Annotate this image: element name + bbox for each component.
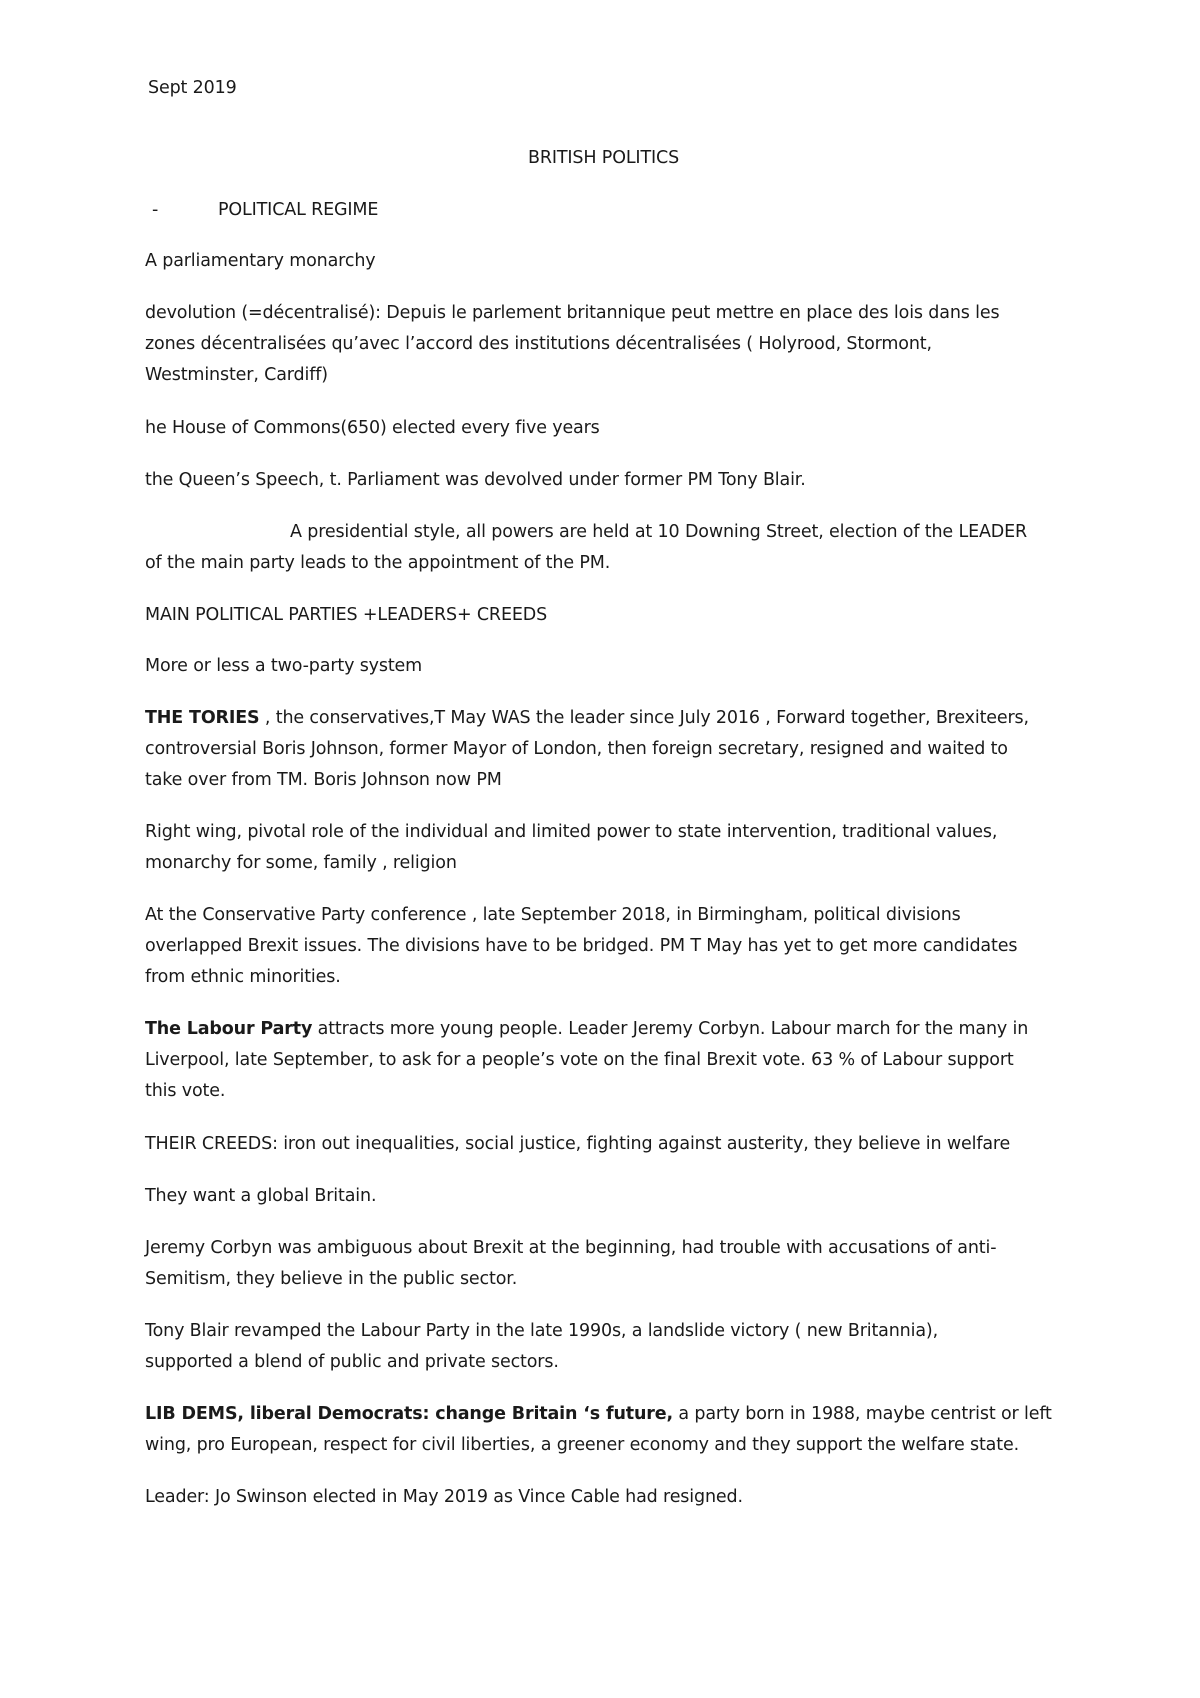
paragraph-line: Semitism, they believe in the public sector. — [145, 1269, 518, 1289]
tories-paragraph — [145, 703, 1065, 796]
paragraph-line: At the Conservative Party conference , late September 2018, in Birmingham, political divisions — [145, 905, 961, 925]
blair-paragraph — [145, 1316, 1065, 1378]
queens-speech-line: the Queen’s Speech, t. Parliament was devolved under former PM Tony Blair. — [145, 470, 806, 490]
paragraph-line: from ethnic minorities. — [145, 967, 341, 987]
conference-paragraph — [145, 900, 1065, 993]
labour-paragraph — [145, 1014, 1065, 1107]
paragraph-line: Liverpool, late September, to ask for a people’s vote on the final Brexit vote. 63 % of Labour support — [145, 1050, 1014, 1070]
paragraph-line: Westminster, Cardiff) — [145, 365, 328, 385]
paragraph-line: THE TORIES , the conservatives,T May WAS the leader since July 2016 , Forward together, Brexiteers, — [145, 708, 1029, 728]
paragraph-line: zones décentralisées qu’avec l’accord des institutions décentralisées ( Holyrood, Stormont, — [145, 334, 932, 354]
two-party-line: More or less a two-party system — [145, 656, 423, 676]
paragraph-line: this vote. — [145, 1081, 226, 1101]
creeds-line: THEIR CREEDS: iron out inequalities, social justice, fighting against austerity, they believe in welfare — [145, 1134, 1011, 1154]
section-bullet: - — [152, 200, 159, 220]
right-wing-paragraph — [145, 817, 1065, 879]
paragraph-line: The Labour Party attracts more young people. Leader Jeremy Corbyn. Labour march for the many in — [145, 1019, 1029, 1039]
libdems-label: LIB DEMS, liberal Democrats: change Britain ‘s future, — [145, 1404, 673, 1424]
corbyn-paragraph — [145, 1233, 1065, 1295]
document-title: BRITISH POLITICS — [528, 148, 680, 168]
commons-line: he House of Commons(650) elected every five years — [145, 418, 600, 438]
devolution-paragraph — [145, 298, 1065, 391]
paragraph-line: monarchy for some, family , religion — [145, 853, 457, 873]
section-heading: POLITICAL REGIME — [218, 200, 379, 220]
paragraph-line: of the main party leads to the appointment of the PM. — [145, 553, 611, 573]
document-date: Sept 2019 — [148, 78, 237, 98]
paragraph-line: Right wing, pivotal role of the individual and limited power to state intervention, traditional values, — [145, 822, 998, 842]
tories-label: THE TORIES — [145, 708, 260, 728]
paragraph-line: LIB DEMS, liberal Democrats: change Britain ‘s future, a party born in 1988, maybe centrist or left — [145, 1404, 1052, 1424]
paragraph-line: overlapped Brexit issues. The divisions have to be bridged. PM T May has yet to get more candidates — [145, 936, 1018, 956]
leader-line: Leader: Jo Swinson elected in May 2019 as Vince Cable had resigned. — [145, 1487, 743, 1507]
parties-heading: MAIN POLITICAL PARTIES +LEADERS+ CREEDS — [145, 605, 548, 625]
presidential-paragraph — [145, 517, 1065, 579]
paragraph-line: A presidential style, all powers are held at 10 Downing Street, election of the LEADER — [290, 522, 1028, 542]
paragraph-line: Jeremy Corbyn was ambiguous about Brexit at the beginning, had trouble with accusations of anti- — [145, 1238, 997, 1258]
paragraph-line: controversial Boris Johnson, former Mayor of London, then foreign secretary, resigned and waited to — [145, 739, 1008, 759]
libdems-paragraph — [145, 1399, 1065, 1461]
global-line: They want a global Britain. — [145, 1186, 377, 1206]
paragraph-line: devolution (=décentralisé): Depuis le parlement britannique peut mettre en place des lois dans les — [145, 303, 1000, 323]
labour-label: The Labour Party — [145, 1019, 313, 1039]
paragraph-line: wing, pro European, respect for civil liberties, a greener economy and they support the welfare state. — [145, 1435, 1019, 1455]
paragraph-line: supported a blend of public and private sectors. — [145, 1352, 559, 1372]
paragraph-line: take over from TM. Boris Johnson now PM — [145, 770, 502, 790]
paragraph-line: Tony Blair revamped the Labour Party in the late 1990s, a landslide victory ( new Britannia), — [145, 1321, 938, 1341]
regime-line: A parliamentary monarchy — [145, 251, 376, 271]
